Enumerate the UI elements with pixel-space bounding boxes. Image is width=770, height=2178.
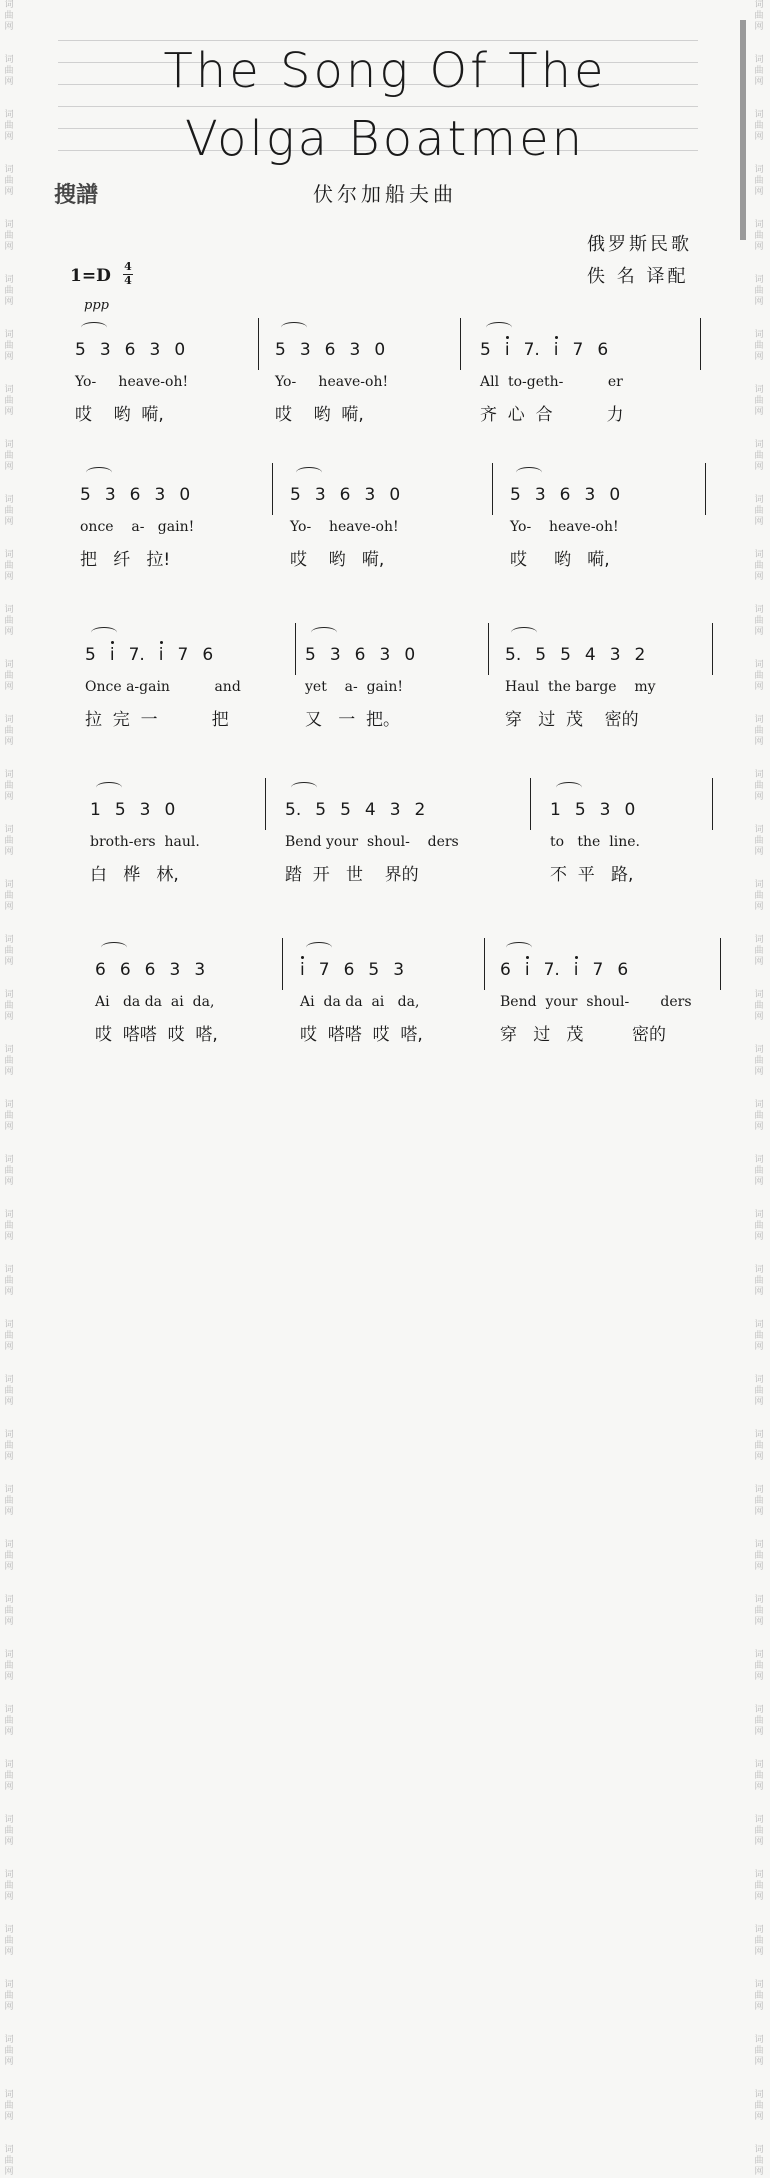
note: 0 [179,485,191,505]
note: 3 [169,960,181,980]
slur-arc [311,627,337,638]
note: 6 [339,485,351,505]
note: i [524,960,530,980]
slur-arc [291,782,317,793]
note: 5 [368,960,380,980]
lyric-chinese: 不 平 路, [550,865,634,885]
lyric-chinese: 把 纤 拉! [80,550,171,570]
note: 5 [75,340,86,360]
watermark-right: 词 曲 网 词 曲 网 词 曲 网 词 曲 网 词 曲 网 词 曲 网 词 曲 网 词 曲 网 词 曲 网 词 曲 网 词 曲 网 词 曲 网 词 曲 网 词 曲 网 词 曲 网 词 曲 网 词 曲 网 词 曲 网 词 曲 网 词 曲 网 词 曲 网 词 曲 网 词 曲 网 词 曲 网 词 曲 网 词 曲 网 词 曲 网 词 曲 网 词 曲 网 词 曲 网 词 曲 网 词 曲 网 词 曲 网 词 曲 网 词 曲 网 词 曲 网 词 曲 网 词 曲 网 词 曲 网 词 曲 网 [754,0,764,2177]
note: 6 [354,645,366,665]
note: 0 [174,340,186,360]
lyric-chinese: 哎 哟 嗬, [275,405,364,425]
lyric-english: Yo- heave-oh! [75,374,189,390]
barline [712,778,713,830]
barline [282,938,283,990]
note: 7 [318,960,330,980]
note: 6 [124,340,136,360]
lyric-english: Bend your shoul- ders [285,834,459,850]
measure-notes [85,645,227,665]
time-signature-top: 4 [124,260,132,273]
note: 0 [404,645,416,665]
lyric-english: once a- gain! [80,519,195,535]
note: 3 [299,340,311,360]
barline [530,778,531,830]
note: 4 [584,645,596,665]
slur-arc [96,782,122,793]
note: 5 [85,645,96,665]
credit-arranger: 佚 名 译配 [587,266,689,287]
slur-arc [91,627,117,638]
note: 6 [597,340,609,360]
note: 5 [560,645,571,665]
note: 5 [510,485,521,505]
note: 7 [572,340,584,360]
barline [720,938,721,990]
note: 5 [290,485,301,505]
note: 6 [324,340,336,360]
measure-notes [305,645,429,665]
lyric-chinese: 拉 完 一 把 [85,710,229,730]
note: 6 [559,485,571,505]
slur-arc [101,942,127,953]
lyric-chinese: 哎 哟 嗬, [510,550,610,570]
lyric-chinese: 又 一 把。 [305,710,401,730]
note: 3 [104,485,116,505]
note: i [573,960,579,980]
note: 7 [592,960,604,980]
note: 5. [505,645,522,665]
slur-arc [486,322,512,333]
note: 6 [144,960,156,980]
barline [484,938,485,990]
lyric-chinese: 哎 嗒嗒 哎 嗒, [95,1025,218,1045]
note: 3 [534,485,546,505]
note: 5 [480,340,491,360]
note: 7. [128,645,145,665]
slur-arc [296,467,322,478]
note: 5 [305,645,316,665]
measure-notes [290,485,414,505]
measure-notes [90,800,189,820]
note: 3 [149,340,161,360]
note: 5. [285,800,302,820]
note: i [504,340,510,360]
note: i [109,645,115,665]
note: 1 [550,800,561,820]
note: 3 [154,485,166,505]
lyric-english: Ai da da ai da, [300,994,420,1010]
barline [272,463,273,515]
barline [705,463,706,515]
note: 2 [634,645,646,665]
note: 6 [119,960,131,980]
lyric-chinese: 白 桦 林, [90,865,179,885]
note: 3 [194,960,206,980]
credit-origin: 俄罗斯民歌 [587,234,692,255]
measure-notes [500,960,642,980]
note: 3 [99,340,111,360]
measure-notes [510,485,634,505]
slur-arc [81,322,107,333]
chinese-title: 伏尔加船夫曲 [313,182,457,206]
note: 3 [393,960,405,980]
note: 0 [164,800,176,820]
note: 2 [414,800,426,820]
note: 3 [364,485,376,505]
measure-notes [95,960,219,980]
slur-arc [556,782,582,793]
measure-notes [75,340,199,360]
measure-notes [285,800,439,820]
measure-notes [275,340,399,360]
lyric-english: Bend your shoul- ders [500,994,692,1010]
lyric-english: Once a-gain and [85,679,241,695]
note: 5 [535,645,547,665]
note: 3 [349,340,361,360]
note: i [553,340,559,360]
ruled-line [58,40,698,41]
barline [700,318,701,370]
barline [460,318,461,370]
note: 5 [315,800,327,820]
measure-notes [80,485,204,505]
slur-arc [86,467,112,478]
measure-notes [480,340,622,360]
lyric-english: Yo- heave-oh! [275,374,389,390]
note: 6 [617,960,629,980]
title-line-2: Volga Boatmen [184,111,586,167]
note: i [300,960,305,980]
measure-notes [550,800,649,820]
note: 5 [80,485,91,505]
barline [265,778,266,830]
note: 0 [389,485,401,505]
lyric-chinese: 哎 嗒嗒 哎 嗒, [300,1025,423,1045]
note: 3 [609,645,621,665]
note: 6 [95,960,106,980]
lyric-english: yet a- gain! [305,679,404,695]
slur-arc [281,322,307,333]
lyric-english: All to-geth- er [480,374,623,390]
time-signature [123,261,133,287]
lyric-chinese: 齐 心 合 力 [480,405,624,425]
logo-text: 搜譜 [54,183,99,208]
barline [258,318,259,370]
note: 3 [139,800,151,820]
note: 3 [389,800,401,820]
lyric-chinese: 穿 过 茂 密的 [505,710,639,730]
note: 3 [329,645,341,665]
dynamic-marking: ppp [84,298,109,313]
lyric-chinese: 穿 过 茂 密的 [500,1025,667,1045]
barline [295,623,296,675]
lyric-chinese: 哎 哟 嗬, [290,550,385,570]
note: 4 [364,800,376,820]
barline [492,463,493,515]
watermark-left: 词 曲 网 词 曲 网 词 曲 网 词 曲 网 词 曲 网 词 曲 网 词 曲 网 词 曲 网 词 曲 网 词 曲 网 词 曲 网 词 曲 网 词 曲 网 词 曲 网 词 曲 网 词 曲 网 词 曲 网 词 曲 网 词 曲 网 词 曲 网 词 曲 网 词 曲 网 词 曲 网 词 曲 网 词 曲 网 词 曲 网 词 曲 网 词 曲 网 词 曲 网 词 曲 网 词 曲 网 词 曲 网 词 曲 网 词 曲 网 词 曲 网 词 曲 网 词 曲 网 词 曲 网 词 曲 网 词 曲 网 [4,0,14,2177]
note: 3 [599,800,611,820]
slur-arc [506,942,532,953]
note: 3 [584,485,596,505]
note: 6 [343,960,355,980]
note: 3 [379,645,391,665]
time-signature-bottom: 4 [124,274,132,287]
title-line-1: The Song Of The [163,43,607,99]
note: 5 [275,340,286,360]
lyric-chinese: 哎 哟 嗬, [75,405,164,425]
barline [488,623,489,675]
note: 5 [340,800,351,820]
note: 7. [523,340,540,360]
note: 5 [574,800,586,820]
lyric-chinese: 踏 开 世 界的 [285,865,419,885]
note: 1 [90,800,101,820]
lyric-english: to the line. [550,834,640,850]
lyric-english: Yo- heave-oh! [290,519,399,535]
note: 6 [202,645,214,665]
slur-arc [516,467,542,478]
note: 7 [177,645,189,665]
note: 0 [609,485,621,505]
ruled-line [58,106,698,107]
note: i [158,645,164,665]
lyric-english: broth-ers haul. [90,834,200,850]
slur-arc [511,627,537,638]
note: 6 [500,960,511,980]
key-signature: 1=D [70,266,111,286]
lyric-english: Yo- heave-oh! [510,519,619,535]
note: 6 [129,485,141,505]
measure-notes [300,960,418,980]
lyric-english: Haul the barge my [505,679,656,695]
note: 5 [114,800,126,820]
note: 0 [624,800,636,820]
barline [712,623,713,675]
slur-arc [306,942,332,953]
lyric-english: Ai da da ai da, [95,994,215,1010]
note: 7. [543,960,560,980]
measure-notes [505,645,659,665]
note: 0 [374,340,386,360]
note: 3 [314,485,326,505]
